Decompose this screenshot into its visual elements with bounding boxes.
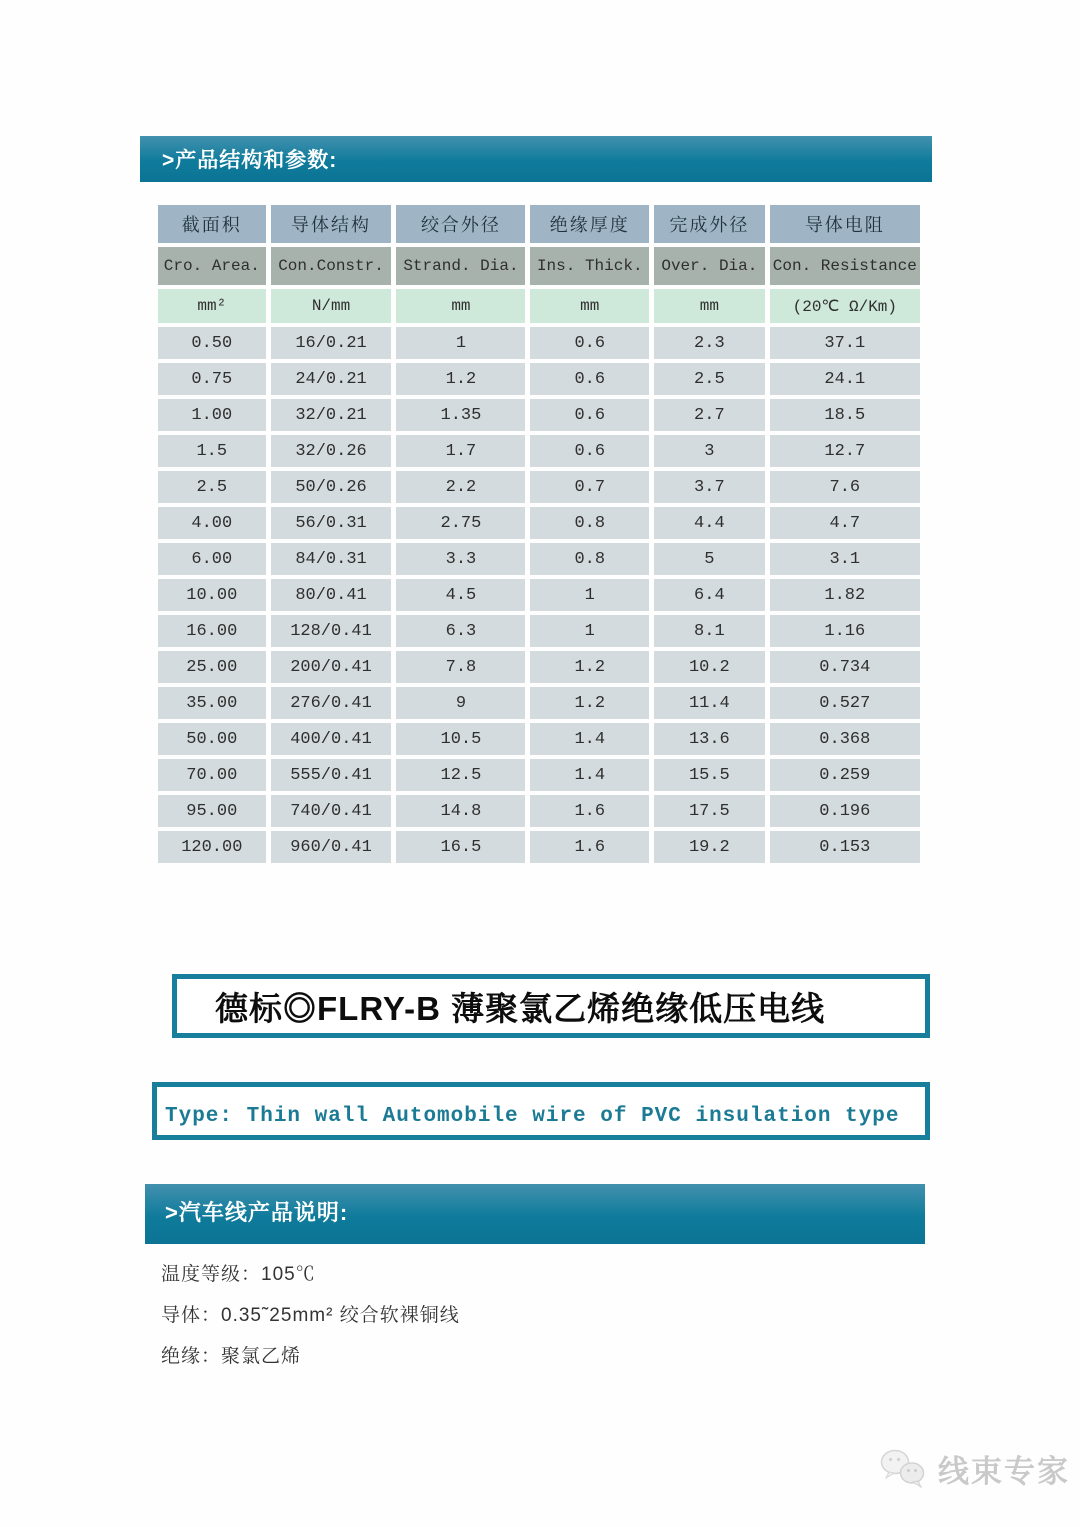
table-cell: 1.4 [530, 759, 649, 791]
table-cell: 50/0.26 [271, 471, 392, 503]
column-header-cn: 绞合外径 [396, 205, 525, 243]
column-header-en: Con. Resistance [770, 247, 920, 285]
table-cell: 0.153 [770, 831, 920, 863]
section-banner-product-description [145, 1184, 925, 1244]
watermark-text: 线束专家 [938, 1454, 1070, 1489]
table-row [158, 363, 920, 395]
table-row [158, 399, 920, 431]
table-cell: 4.00 [158, 507, 266, 539]
column-header-cn: 截面积 [158, 205, 266, 243]
section-banner-product-description-label: >汽车线产品说明: [165, 1199, 349, 1225]
column-header-en: Cro. Area. [158, 247, 266, 285]
table-cell: 80/0.41 [271, 579, 392, 611]
table-cell: 18.5 [770, 399, 920, 431]
table-cell: 6.3 [396, 615, 525, 647]
table-cell: 0.6 [530, 435, 649, 467]
column-unit: (20℃ Ω/Km) [770, 289, 920, 323]
table-cell: 1.4 [530, 723, 649, 755]
table-cell: 2.2 [396, 471, 525, 503]
table-cell: 0.259 [770, 759, 920, 791]
table-cell: 1.35 [396, 399, 525, 431]
header-row-units [158, 289, 920, 323]
table-cell: 16.00 [158, 615, 266, 647]
table-cell: 2.5 [158, 471, 266, 503]
column-header-en: Con.Constr. [271, 247, 392, 285]
table-row [158, 435, 920, 467]
table-cell: 960/0.41 [271, 831, 392, 863]
section-banner-product-structure [140, 136, 932, 182]
product-description-lines [161, 1252, 460, 1375]
column-unit: mm [530, 289, 649, 323]
column-header-cn: 导体电阻 [770, 205, 920, 243]
table-cell: 12.7 [770, 435, 920, 467]
column-unit: mm [654, 289, 765, 323]
table-cell: 10.2 [654, 651, 765, 683]
spec-table-head [158, 205, 920, 323]
table-cell: 1.2 [530, 687, 649, 719]
table-cell: 7.8 [396, 651, 525, 683]
header-row-english [158, 247, 920, 285]
column-header-cn: 完成外径 [654, 205, 765, 243]
table-cell: 1 [530, 615, 649, 647]
table-cell: 2.75 [396, 507, 525, 539]
table-cell: 740/0.41 [271, 795, 392, 827]
table-cell: 0.50 [158, 327, 266, 359]
product-description-line: 绝缘：聚氯乙烯 [161, 1346, 302, 1367]
table-cell: 1.7 [396, 435, 525, 467]
table-cell: 8.1 [654, 615, 765, 647]
table-cell: 200/0.41 [271, 651, 392, 683]
table-cell: 2.7 [654, 399, 765, 431]
table-cell: 3.1 [770, 543, 920, 575]
table-cell: 56/0.31 [271, 507, 392, 539]
table-cell: 1.6 [530, 831, 649, 863]
table-row [158, 543, 920, 575]
table-cell: 24.1 [770, 363, 920, 395]
table-cell: 16/0.21 [271, 327, 392, 359]
table-row [158, 471, 920, 503]
table-cell: 24/0.21 [271, 363, 392, 395]
table-cell: 1.2 [396, 363, 525, 395]
wire-spec-table [153, 201, 925, 867]
table-cell: 0.734 [770, 651, 920, 683]
table-cell: 0.8 [530, 507, 649, 539]
table-cell: 128/0.41 [271, 615, 392, 647]
table-row [158, 831, 920, 863]
table-cell: 1.82 [770, 579, 920, 611]
table-cell: 0.6 [530, 363, 649, 395]
table-cell: 32/0.26 [271, 435, 392, 467]
table-cell: 0.527 [770, 687, 920, 719]
table-cell: 0.196 [770, 795, 920, 827]
table-row [158, 651, 920, 683]
table-cell: 5 [654, 543, 765, 575]
table-cell: 1.16 [770, 615, 920, 647]
table-cell: 4.4 [654, 507, 765, 539]
table-cell: 19.2 [654, 831, 765, 863]
table-cell: 0.6 [530, 327, 649, 359]
product-type-text: Type: Thin wall Automobile wire of PVC insulation type [165, 1105, 900, 1128]
product-description-line: 温度等级：105℃ [161, 1264, 316, 1285]
table-cell: 1.5 [158, 435, 266, 467]
table-cell: 25.00 [158, 651, 266, 683]
table-cell: 13.6 [654, 723, 765, 755]
table-cell: 12.5 [396, 759, 525, 791]
table-row [158, 723, 920, 755]
table-cell: 1.2 [530, 651, 649, 683]
table-cell: 17.5 [654, 795, 765, 827]
column-header-cn: 绝缘厚度 [530, 205, 649, 243]
table-cell: 1.6 [530, 795, 649, 827]
table-cell: 10.00 [158, 579, 266, 611]
table-cell: 0.6 [530, 399, 649, 431]
table-cell: 37.1 [770, 327, 920, 359]
table-cell: 3.7 [654, 471, 765, 503]
table-cell: 70.00 [158, 759, 266, 791]
header-row-chinese [158, 205, 920, 243]
table-cell: 276/0.41 [271, 687, 392, 719]
table-cell: 3.3 [396, 543, 525, 575]
table-cell: 1 [530, 579, 649, 611]
table-cell: 4.7 [770, 507, 920, 539]
table-row [158, 795, 920, 827]
table-cell: 6.00 [158, 543, 266, 575]
column-header-en: Over. Dia. [654, 247, 765, 285]
table-row [158, 687, 920, 719]
product-title: 德标◎FLRY-B 薄聚氯乙烯绝缘低压电线 [215, 989, 826, 1027]
spec-table-body [158, 327, 920, 863]
table-cell: 7.6 [770, 471, 920, 503]
table-cell: 2.3 [654, 327, 765, 359]
table-cell: 50.00 [158, 723, 266, 755]
table-row [158, 615, 920, 647]
table-cell: 3 [654, 435, 765, 467]
table-cell: 4.5 [396, 579, 525, 611]
table-cell: 0.368 [770, 723, 920, 755]
column-unit: mm² [158, 289, 266, 323]
table-cell: 11.4 [654, 687, 765, 719]
table-cell: 1.00 [158, 399, 266, 431]
table-cell: 1 [396, 327, 525, 359]
table-row [158, 507, 920, 539]
column-unit: mm [396, 289, 525, 323]
table-cell: 400/0.41 [271, 723, 392, 755]
table-cell: 15.5 [654, 759, 765, 791]
product-title-box [172, 974, 930, 1038]
table-row [158, 759, 920, 791]
column-unit: N/mm [271, 289, 392, 323]
table-row [158, 579, 920, 611]
table-cell: 14.8 [396, 795, 525, 827]
table-cell: 35.00 [158, 687, 266, 719]
table-row [158, 327, 920, 359]
table-cell: 9 [396, 687, 525, 719]
table-cell: 84/0.31 [271, 543, 392, 575]
table-cell: 2.5 [654, 363, 765, 395]
table-cell: 0.8 [530, 543, 649, 575]
wechat-bubbles-icon [880, 1448, 930, 1490]
table-cell: 10.5 [396, 723, 525, 755]
watermark [880, 1446, 1070, 1491]
product-type-box [152, 1082, 930, 1140]
product-description-line: 导体：0.35˜25mm² 绞合软裸铜线 [161, 1305, 460, 1326]
table-cell: 16.5 [396, 831, 525, 863]
table-cell: 0.75 [158, 363, 266, 395]
column-header-en: Strand. Dia. [396, 247, 525, 285]
column-header-cn: 导体结构 [271, 205, 392, 243]
table-cell: 0.7 [530, 471, 649, 503]
table-cell: 32/0.21 [271, 399, 392, 431]
table-cell: 555/0.41 [271, 759, 392, 791]
table-cell: 6.4 [654, 579, 765, 611]
column-header-en: Ins. Thick. [530, 247, 649, 285]
section-banner-product-structure-label: >产品结构和参数: [162, 149, 338, 172]
table-cell: 95.00 [158, 795, 266, 827]
table-cell: 120.00 [158, 831, 266, 863]
